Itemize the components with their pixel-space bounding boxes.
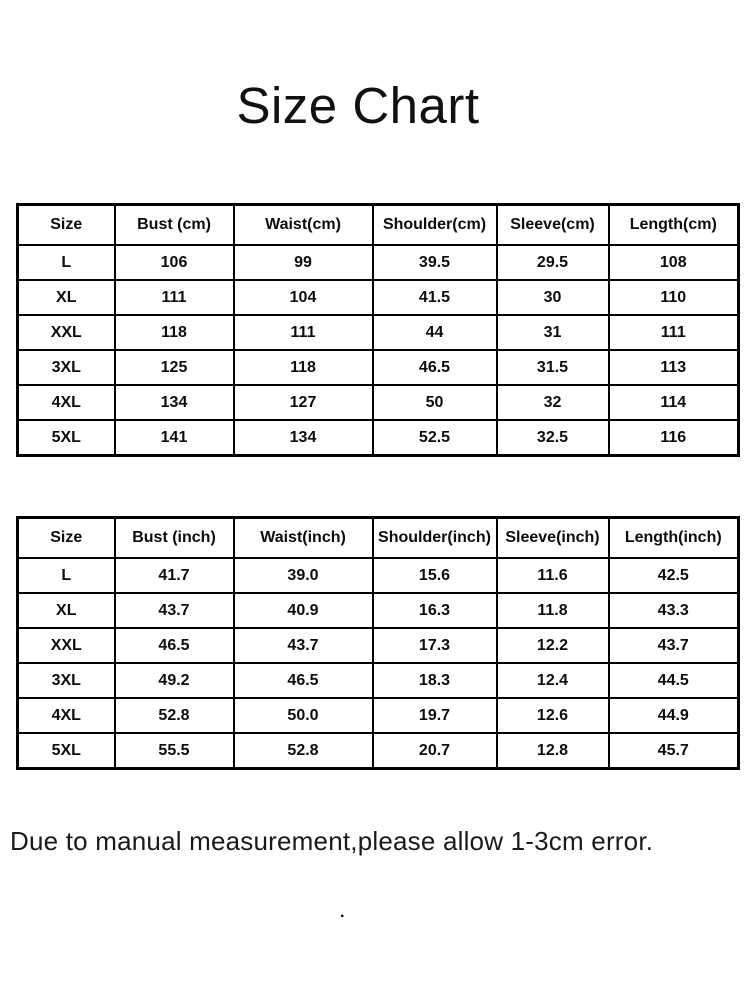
- table-cell: 18.3: [373, 663, 497, 698]
- column-header-size: Size: [18, 518, 115, 559]
- table-row: [18, 385, 739, 420]
- table-cell: 50.0: [234, 698, 373, 733]
- size-label-cell: XXL: [18, 628, 115, 663]
- column-header-shoulder: Shoulder(inch): [373, 518, 497, 559]
- table-cell: 134: [115, 385, 234, 420]
- table-cell: 43.7: [234, 628, 373, 663]
- table-cell: 116: [609, 420, 739, 456]
- size-label-cell: XL: [18, 280, 115, 315]
- size-table-cm: [16, 203, 740, 457]
- table-cell: 127: [234, 385, 373, 420]
- table-cell: 108: [609, 245, 739, 280]
- table-cell: 43.7: [115, 593, 234, 628]
- table-cell: 11.6: [497, 558, 609, 593]
- table-cell: 16.3: [373, 593, 497, 628]
- table-cell: 52.8: [115, 698, 234, 733]
- size-label-cell: 4XL: [18, 698, 115, 733]
- table-cell: 113: [609, 350, 739, 385]
- table-cell: 12.4: [497, 663, 609, 698]
- table-cell: 106: [115, 245, 234, 280]
- table-row: [18, 593, 739, 628]
- table-cell: 31.5: [497, 350, 609, 385]
- table-cell: 12.2: [497, 628, 609, 663]
- table-cell: 20.7: [373, 733, 497, 769]
- size-label-cell: 5XL: [18, 420, 115, 456]
- table-row: [18, 628, 739, 663]
- column-header-sleeve: Sleeve(cm): [497, 205, 609, 246]
- table-cell: 44.9: [609, 698, 739, 733]
- table-cell: 44: [373, 315, 497, 350]
- table-cell: 46.5: [373, 350, 497, 385]
- table-cell: 30: [497, 280, 609, 315]
- column-header-waist: Waist(cm): [234, 205, 373, 246]
- table-cell: 125: [115, 350, 234, 385]
- column-header-size: Size: [18, 205, 115, 246]
- table-cell: 39.0: [234, 558, 373, 593]
- table-cell: 43.7: [609, 628, 739, 663]
- size-label-cell: 3XL: [18, 663, 115, 698]
- table-cell: 114: [609, 385, 739, 420]
- table-cell: 39.5: [373, 245, 497, 280]
- table-row: [18, 245, 739, 280]
- table-cell: 29.5: [497, 245, 609, 280]
- table-cell: 134: [234, 420, 373, 456]
- table-row: [18, 280, 739, 315]
- table-row: [18, 663, 739, 698]
- table-cell: 111: [234, 315, 373, 350]
- column-header-shoulder: Shoulder(cm): [373, 205, 497, 246]
- size-table-inch: [16, 516, 740, 770]
- table-cell: 12.6: [497, 698, 609, 733]
- column-header-waist: Waist(inch): [234, 518, 373, 559]
- column-header-length: Length(cm): [609, 205, 739, 246]
- table-cell: 19.7: [373, 698, 497, 733]
- table-cell: 110: [609, 280, 739, 315]
- table-cell: 32: [497, 385, 609, 420]
- table-cell: 52.5: [373, 420, 497, 456]
- table-cell: 52.8: [234, 733, 373, 769]
- size-label-cell: L: [18, 558, 115, 593]
- table-cell: 104: [234, 280, 373, 315]
- table-cell: 17.3: [373, 628, 497, 663]
- column-header-bust: Bust (inch): [115, 518, 234, 559]
- column-header-bust: Bust (cm): [115, 205, 234, 246]
- table-cell: 99: [234, 245, 373, 280]
- table-cell: 111: [115, 280, 234, 315]
- size-label-cell: 5XL: [18, 733, 115, 769]
- table-row: [18, 558, 739, 593]
- table-cell: 43.3: [609, 593, 739, 628]
- table-cell: 45.7: [609, 733, 739, 769]
- table-cell: 49.2: [115, 663, 234, 698]
- table-cell: 41.7: [115, 558, 234, 593]
- table-cell: 41.5: [373, 280, 497, 315]
- size-label-cell: L: [18, 245, 115, 280]
- table-row: [18, 315, 739, 350]
- table-row: [18, 420, 739, 456]
- table-header-row: [18, 518, 739, 559]
- size-label-cell: 3XL: [18, 350, 115, 385]
- table-cell: 50: [373, 385, 497, 420]
- table-cell: 46.5: [115, 628, 234, 663]
- size-label-cell: XL: [18, 593, 115, 628]
- table-cell: 42.5: [609, 558, 739, 593]
- table-cell: 12.8: [497, 733, 609, 769]
- table-cell: 15.6: [373, 558, 497, 593]
- table-cell: 40.9: [234, 593, 373, 628]
- size-label-cell: XXL: [18, 315, 115, 350]
- page-title: Size Chart: [236, 77, 480, 134]
- stray-dot: .: [340, 904, 345, 921]
- table-row: [18, 350, 739, 385]
- table-header-row: [18, 205, 739, 246]
- table-cell: 11.8: [497, 593, 609, 628]
- table-cell: 32.5: [497, 420, 609, 456]
- table-cell: 55.5: [115, 733, 234, 769]
- table-cell: 118: [234, 350, 373, 385]
- measurement-note: Due to manual measurement,please allow 1-3cm error.: [10, 826, 654, 856]
- table-cell: 46.5: [234, 663, 373, 698]
- table-row: [18, 733, 739, 769]
- table-cell: 111: [609, 315, 739, 350]
- table-cell: 118: [115, 315, 234, 350]
- column-header-length: Length(inch): [609, 518, 739, 559]
- table-cell: 31: [497, 315, 609, 350]
- column-header-sleeve: Sleeve(inch): [497, 518, 609, 559]
- table-cell: 141: [115, 420, 234, 456]
- table-row: [18, 698, 739, 733]
- size-label-cell: 4XL: [18, 385, 115, 420]
- table-cell: 44.5: [609, 663, 739, 698]
